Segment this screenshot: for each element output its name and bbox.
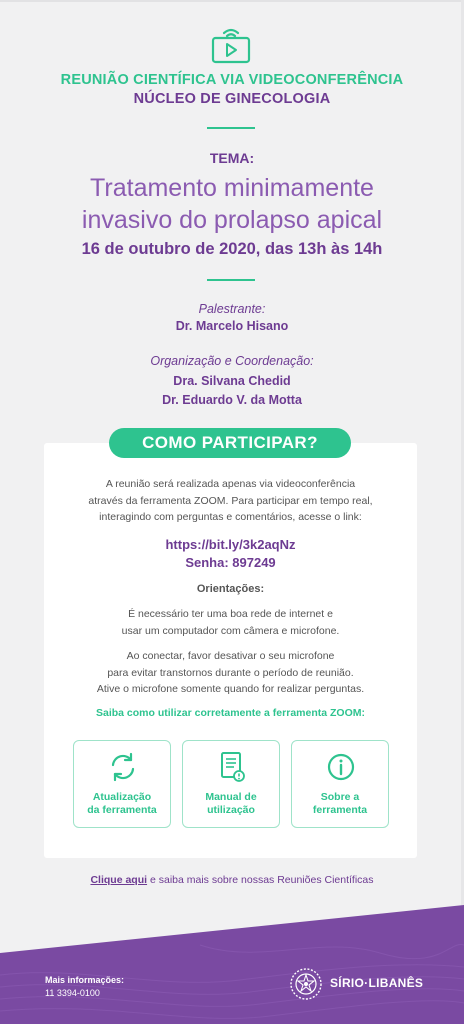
tile-label-line: ferramenta <box>312 804 368 816</box>
tile-label-line: Atualização <box>92 791 152 803</box>
footer-phone: 11 3394-0100 <box>45 988 100 998</box>
divider-middle <box>207 279 255 281</box>
tile-label <box>292 791 388 817</box>
organizer-name: Dr. Eduardo V. da Motta <box>162 393 302 407</box>
intro-line: através da ferramenta ZOOM. Para participar em tempo real, <box>88 494 373 507</box>
more-info-line <box>0 874 464 886</box>
refresh-icon <box>107 751 139 783</box>
orientation-microphone <box>44 648 417 698</box>
tile-label-line: utilização <box>207 804 255 816</box>
theme-label: TEMA: <box>209 150 255 166</box>
footer <box>0 905 464 1024</box>
meeting-link[interactable]: https://bit.ly/3k2aqNz <box>165 537 296 552</box>
divider-top <box>207 127 255 129</box>
speaker-role: Palestrante: <box>198 302 266 316</box>
orientation-line: É necessário ter uma boa rede de internet e <box>128 608 333 620</box>
tile-label <box>74 791 170 817</box>
tile-label-line: Manual de <box>205 791 257 803</box>
theme-title-line-2: invasivo do prolapso apical <box>81 206 383 234</box>
top-edge-line <box>0 0 464 2</box>
info-icon <box>325 751 357 783</box>
user-manual-tile[interactable] <box>182 740 280 828</box>
intro-line: A reunião será realizada apenas via videoconferência <box>105 478 356 490</box>
orientation-line: usar um computador com câmera e microfone. <box>121 624 340 637</box>
event-date: 16 de outubro de 2020, das 13h às 14h <box>81 240 383 258</box>
orientation-line: Ative o microfone somente quando for realizar perguntas. <box>96 683 365 695</box>
orientations-title: Orientações: <box>196 583 265 595</box>
tile-label-line: da ferramenta <box>87 804 157 816</box>
footer-info-title: Mais informações: <box>45 975 125 985</box>
intro-text <box>44 476 417 526</box>
video-broadcast-icon <box>209 24 253 64</box>
tile-label <box>183 791 279 817</box>
tool-update-tile[interactable] <box>73 740 171 828</box>
organizer-name: Dra. Silvana Chedid <box>173 374 291 388</box>
footer-background <box>0 905 464 1024</box>
document-icon <box>216 751 248 783</box>
more-info-text: e saiba mais sobre nossas Reuniões Científicas <box>147 874 374 886</box>
tile-label-line: Sobre a <box>320 791 360 803</box>
meeting-password: Senha: 897249 <box>185 555 276 570</box>
speaker-name: Dr. Marcelo Hisano <box>175 319 289 333</box>
orientation-line: Ao conectar, favor desativar o seu microfone <box>126 650 335 662</box>
sirio-libanes-logo-icon <box>289 967 323 1001</box>
orientation-line: para evitar transtornos durante o período de reunião. <box>107 666 354 679</box>
how-to-participate-button[interactable]: COMO PARTICIPAR? <box>109 428 351 458</box>
intro-line: interagindo com perguntas e comentários, acesse o link: <box>99 511 362 523</box>
brand-name: SÍRIO·LIBANÊS <box>330 976 424 990</box>
event-type-heading: REUNIÃO CIENTÍFICA VIA VIDEOCONFERÊNCIA <box>60 72 404 88</box>
organization-role: Organização e Coordenação: <box>150 354 314 368</box>
theme-title-line-1: Tratamento minimamente <box>90 174 374 202</box>
department-heading: NÚCLEO DE GINECOLOGIA <box>133 91 331 107</box>
about-tool-tile[interactable] <box>291 740 389 828</box>
zoom-help-text: Saiba como utilizar corretamente a ferramenta ZOOM: <box>96 707 365 719</box>
theme-title <box>0 172 464 236</box>
click-here-link[interactable]: Clique aqui <box>90 874 148 886</box>
orientation-network <box>44 606 417 639</box>
